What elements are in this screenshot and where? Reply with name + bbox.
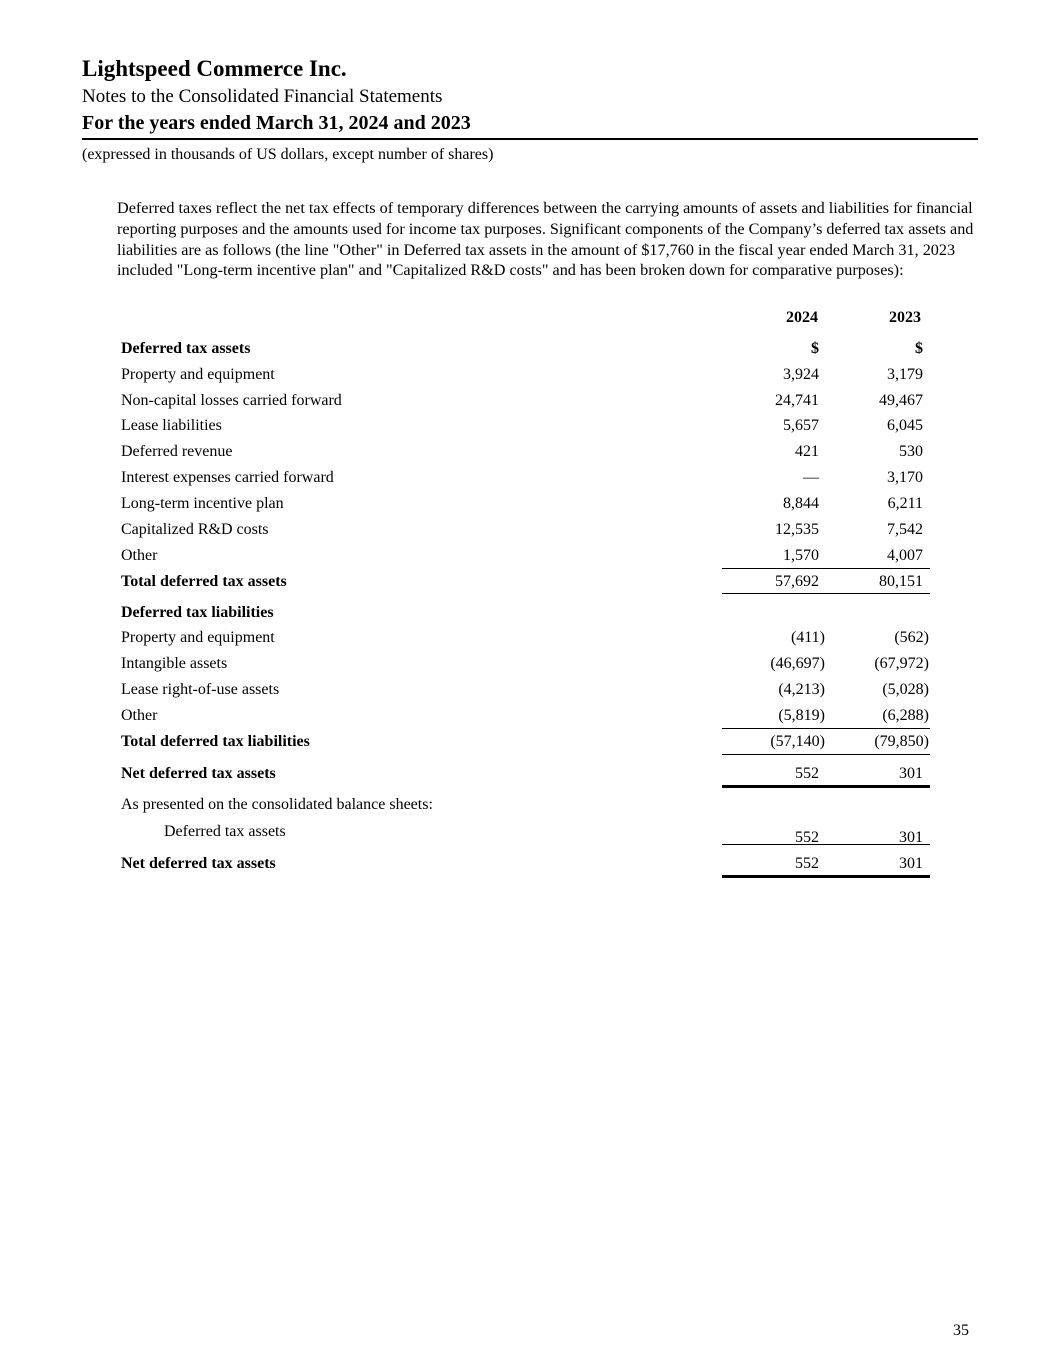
value-2024: 1,570	[783, 547, 819, 564]
value-2023: (5,028)	[882, 681, 929, 698]
row-label: Total deferred tax liabilities	[121, 733, 310, 750]
table-row	[121, 677, 931, 703]
row-label: Property and equipment	[121, 366, 275, 383]
assets-header-row	[121, 336, 931, 362]
value-2024: 5,657	[783, 417, 819, 434]
row-label: Deferred tax assets	[164, 823, 286, 840]
value-2023: (67,972)	[874, 655, 929, 672]
value-2024: 8,844	[783, 495, 819, 512]
value-2024: $	[811, 340, 819, 357]
row-label: Deferred tax liabilities	[121, 604, 274, 621]
value-2024: 552	[795, 765, 819, 782]
row-label: Property and equipment	[121, 629, 275, 646]
table-row	[121, 362, 931, 388]
row-label: As presented on the consolidated balance sheets:	[121, 796, 433, 813]
presented-header-row	[121, 792, 931, 818]
notes-title: Notes to the Consolidated Financial Statements	[82, 86, 443, 107]
net-deferred-tax-final-row	[121, 851, 931, 877]
value-2023: 3,179	[887, 366, 923, 383]
table-row	[121, 491, 931, 517]
table-row	[121, 388, 931, 414]
value-2024: (57,140)	[770, 733, 825, 750]
total-rule	[722, 754, 930, 755]
value-2023: 6,211	[887, 495, 923, 512]
row-label: Net deferred tax assets	[121, 855, 276, 872]
row-label: Other	[121, 707, 158, 724]
value-2024: 3,924	[783, 366, 819, 383]
value-2023: (6,288)	[882, 707, 929, 724]
value-2023: 3,170	[887, 469, 923, 486]
value-2024: 552	[795, 829, 819, 846]
column-header-2024: 2024	[786, 309, 818, 326]
double-rule	[722, 875, 930, 878]
units-note: (expressed in thousands of US dollars, except number of shares)	[82, 146, 494, 163]
value-2023: 49,467	[879, 392, 923, 409]
row-label: Long-term incentive plan	[121, 495, 284, 512]
value-2024: 12,535	[775, 521, 819, 538]
row-label: Other	[121, 547, 158, 564]
table-row	[121, 439, 931, 465]
row-label: Deferred revenue	[121, 443, 233, 460]
total-rule	[722, 844, 930, 845]
page-number: 35	[953, 1322, 969, 1339]
table-row	[121, 703, 931, 729]
table-row	[121, 413, 931, 439]
value-2023: 6,045	[887, 417, 923, 434]
table-row	[121, 465, 931, 491]
value-2024: (4,213)	[778, 681, 825, 698]
table-row	[121, 819, 931, 845]
total-assets-row	[121, 569, 931, 595]
row-label: Interest expenses carried forward	[121, 469, 334, 486]
row-label: Non-capital losses carried forward	[121, 392, 342, 409]
row-label: Intangible assets	[121, 655, 228, 672]
value-2024: —	[803, 469, 819, 486]
column-header-2023: 2023	[889, 309, 921, 326]
value-2023: 7,542	[887, 521, 923, 538]
value-2023: $	[915, 340, 923, 357]
table-row	[121, 517, 931, 543]
total-rule	[722, 593, 930, 594]
intro-paragraph: Deferred taxes reflect the net tax effects of temporary differences between the carrying amounts of assets and liabilities for financial reporting purposes and the amounts used for income tax purposes. Significant components of the Company’s deferred tax assets and liabilities are as follows (the line "Other" in Deferred tax assets in the amount of $17,760 in the fiscal year ended March 31, 2023 included "Long-term incentive plan" and "Capitalized R&D costs" and has been broken down for comparative purposes):	[117, 199, 974, 280]
value-2023: 4,007	[887, 547, 923, 564]
value-2023: (562)	[894, 629, 929, 646]
net-deferred-tax-row	[121, 761, 931, 787]
row-label: Total deferred tax assets	[121, 573, 287, 590]
table-row	[121, 625, 931, 651]
row-label: Deferred tax assets	[121, 340, 251, 357]
page-header	[82, 54, 978, 166]
table-row	[121, 543, 931, 569]
value-2023: 301	[899, 829, 923, 846]
double-rule	[722, 785, 930, 788]
value-2023: 80,151	[879, 573, 923, 590]
row-label: Lease liabilities	[121, 417, 222, 434]
table-row	[121, 651, 931, 677]
value-2024: 421	[795, 443, 819, 460]
value-2023: (79,850)	[874, 733, 929, 750]
liabilities-header-row	[121, 600, 931, 626]
value-2024: 552	[795, 855, 819, 872]
row-label: Capitalized R&D costs	[121, 521, 269, 538]
value-2024: (46,697)	[770, 655, 825, 672]
row-label: Lease right-of-use assets	[121, 681, 280, 698]
value-2024: (5,819)	[778, 707, 825, 724]
total-liabilities-row	[121, 729, 931, 755]
value-2023: 301	[899, 855, 923, 872]
row-label: Net deferred tax assets	[121, 765, 276, 782]
value-2024: (411)	[790, 629, 825, 646]
value-2023: 301	[899, 765, 923, 782]
period-title: For the years ended March 31, 2024 and 2023	[82, 110, 978, 140]
value-2024: 57,692	[775, 573, 819, 590]
value-2023: 530	[899, 443, 923, 460]
company-name: Lightspeed Commerce Inc.	[82, 56, 347, 81]
value-2024: 24,741	[775, 392, 819, 409]
